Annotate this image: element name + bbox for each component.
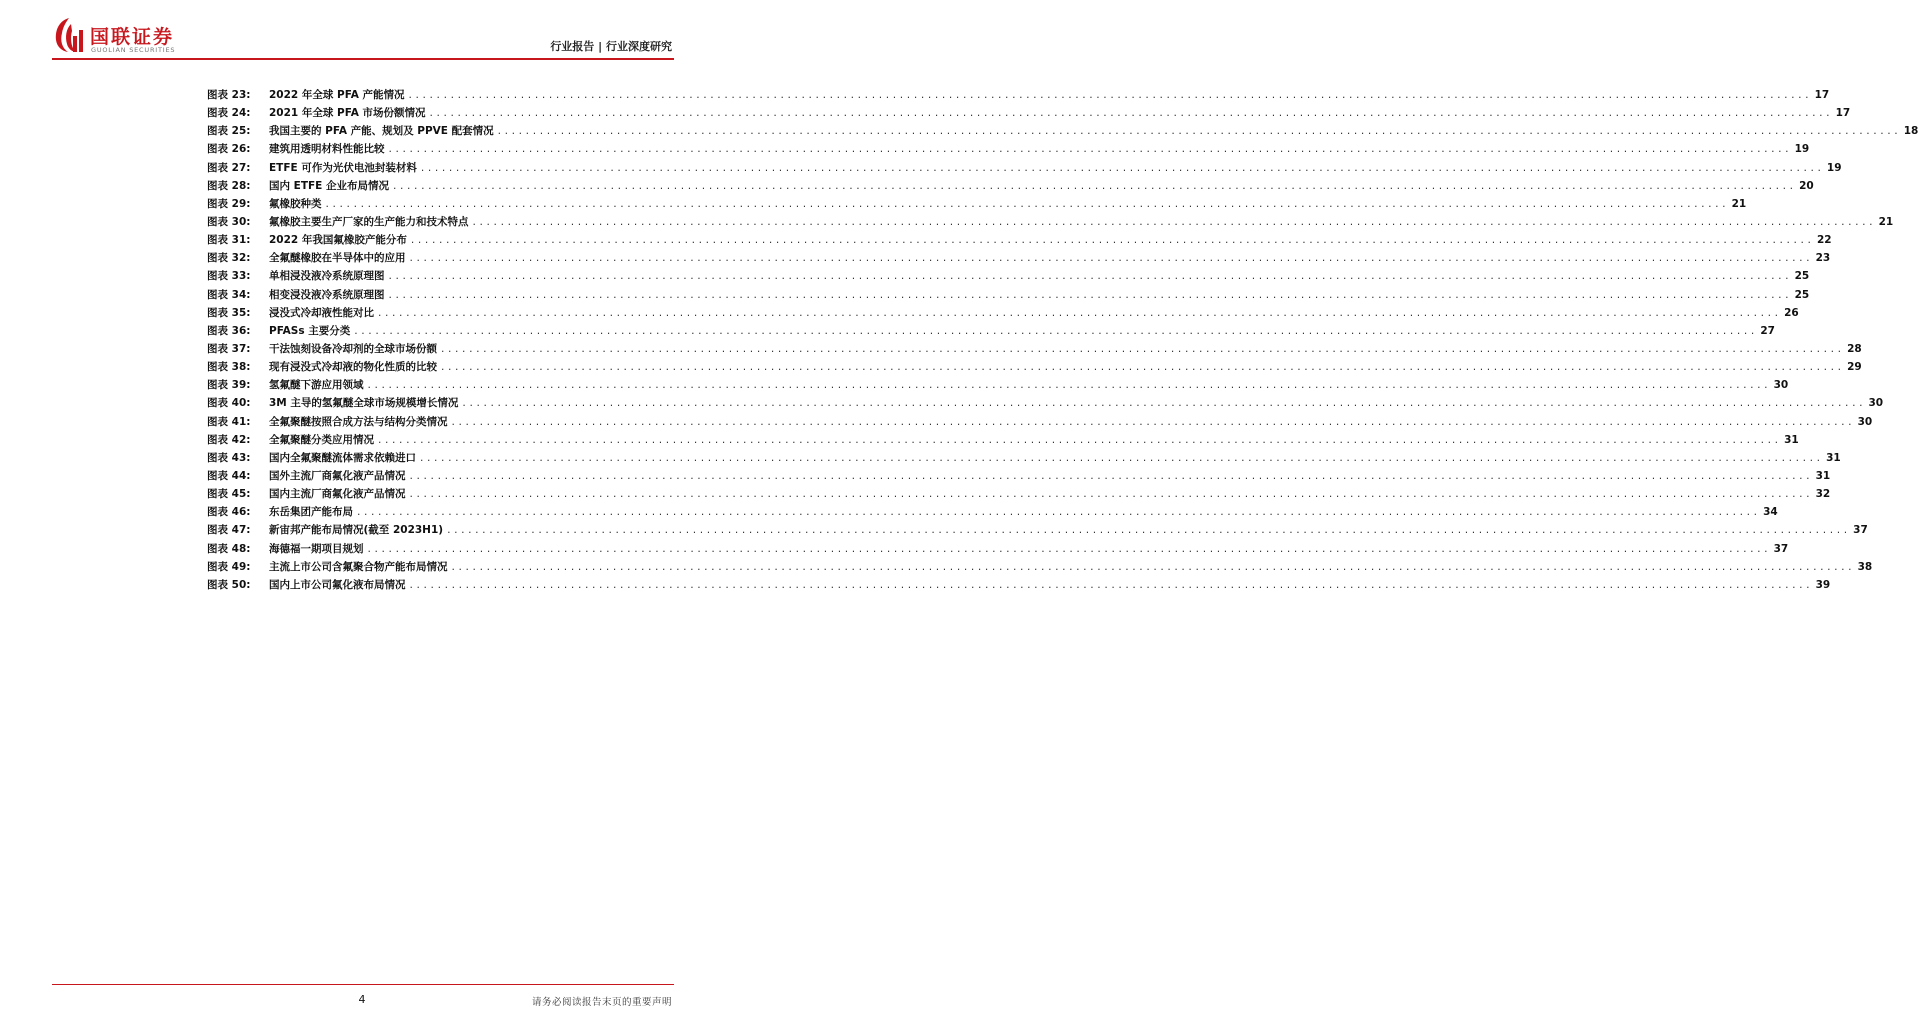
toc-figure-label: 图表 44: bbox=[207, 469, 251, 482]
toc-leader-dots: ........................................................................................................................................................................................................ bbox=[471, 217, 1876, 228]
toc-page-number: 30 bbox=[1857, 415, 1873, 428]
toc-entry[interactable] bbox=[207, 414, 1873, 432]
toc-figure-label: 图表 36: bbox=[207, 324, 251, 337]
toc-leader-dots: ........................................................................................................................................................................................................ bbox=[440, 344, 1844, 355]
toc-page-number: 20 bbox=[1799, 179, 1814, 192]
toc-leader-dots: ........................................................................................................................................................................................................ bbox=[366, 544, 1771, 555]
toc-entry[interactable] bbox=[207, 232, 1832, 250]
toc-leader-dots: ........................................................................................................................................................................................................ bbox=[496, 127, 1901, 138]
toc-figure-title: 氟橡胶主要生产厂家的生产能力和技术特点 bbox=[269, 215, 469, 228]
toc-entry[interactable] bbox=[207, 268, 1810, 286]
toc-entry[interactable] bbox=[207, 87, 1830, 105]
toc-entry[interactable] bbox=[207, 196, 1747, 214]
toc-leader-dots: ........................................................................................................................................................................................................ bbox=[392, 181, 1796, 192]
toc-figure-label: 图表 23: bbox=[207, 89, 251, 101]
toc-entry[interactable] bbox=[207, 305, 1799, 323]
page-header bbox=[0, 0, 724, 62]
toc-figure-label: 图表 42: bbox=[207, 433, 251, 446]
toc-leader-dots: ........................................................................................................................................................................................................ bbox=[408, 471, 1813, 482]
toc-page-number: 27 bbox=[1760, 324, 1775, 337]
toc-leader-dots: ........................................................................................................................................................................................................ bbox=[461, 399, 1866, 410]
toc-figure-title: 2022 年全球 PFA 产能情况 bbox=[269, 89, 405, 101]
toc-figure-title: 氟橡胶种类 bbox=[269, 197, 322, 210]
toc-page-number: 19 bbox=[1826, 161, 1842, 174]
toc-entry[interactable] bbox=[207, 287, 1810, 305]
toc-page-number: 30 bbox=[1773, 379, 1789, 392]
toc-leader-dots: ........................................................................................................................................................................................................ bbox=[419, 163, 1824, 174]
toc-leader-dots: ........................................................................................................................................................................................................ bbox=[419, 453, 1823, 464]
toc-entry[interactable] bbox=[207, 395, 1884, 413]
toc-figure-title: 2022 年我国氟橡胶产能分布 bbox=[269, 234, 407, 247]
toc-leader-dots: ........................................................................................................................................................................................................ bbox=[450, 417, 1855, 428]
logo-chinese-name: 国联证券 bbox=[90, 26, 175, 48]
toc-figure-title: 国内全氟聚醚流体需求依赖进口 bbox=[269, 451, 416, 464]
toc-figure-label: 图表 30: bbox=[207, 215, 251, 228]
toc-page-number: 17 bbox=[1814, 89, 1830, 101]
toc-leader-dots: ........................................................................................................................................................................................................ bbox=[387, 145, 1792, 156]
page-number: 4 bbox=[358, 993, 366, 1006]
toc-leader-dots: ........................................................................................................................................................................................................ bbox=[440, 363, 1844, 374]
toc-page-number: 26 bbox=[1784, 306, 1799, 319]
toc-figure-label: 图表 50: bbox=[207, 578, 251, 591]
toc-figure-title: 全氟醚橡胶在半导体中的应用 bbox=[269, 252, 406, 265]
toc-page-number: 21 bbox=[1731, 197, 1747, 210]
toc-figure-label: 图表 49: bbox=[207, 560, 251, 573]
toc-leader-dots: ........................................................................................................................................................................................................ bbox=[366, 381, 1771, 392]
toc-entry[interactable] bbox=[207, 450, 1841, 468]
toc-figure-title: 国内上市公司氟化液布局情况 bbox=[269, 578, 406, 591]
toc-figure-label: 图表 32: bbox=[207, 252, 251, 265]
toc-leader-dots: ........................................................................................................................................................................................................ bbox=[387, 272, 1792, 283]
toc-page-number: 38 bbox=[1857, 560, 1873, 573]
toc-figure-label: 图表 43: bbox=[207, 451, 251, 464]
toc-entry[interactable] bbox=[207, 105, 1851, 123]
toc-page-number: 39 bbox=[1815, 578, 1831, 591]
logo-mark-icon bbox=[52, 16, 86, 54]
toc-figure-title: 2021 年全球 PFA 市场份额情况 bbox=[269, 107, 426, 120]
toc-figure-title: PFASs 主要分类 bbox=[269, 324, 351, 337]
toc-entry[interactable] bbox=[207, 178, 1814, 196]
toc-figure-label: 图表 25: bbox=[207, 125, 251, 138]
toc-figure-title: 浸没式冷却液性能对比 bbox=[269, 306, 374, 319]
toc-figure-title: 现有浸没式冷却液的物化性质的比较 bbox=[269, 361, 437, 374]
toc-figure-title: 相变浸没液冷系统原理图 bbox=[269, 288, 385, 301]
toc-leader-dots: ........................................................................................................................................................................................................ bbox=[408, 490, 1813, 501]
toc-figure-label: 图表 28: bbox=[207, 179, 251, 192]
toc-page-number: 25 bbox=[1794, 270, 1810, 283]
toc-figure-title: 全氟聚醚分类应用情况 bbox=[269, 433, 374, 446]
toc-figure-title: 干法蚀刻设备冷却剂的全球市场份额 bbox=[269, 342, 437, 355]
toc-figure-title: 主流上市公司含氟聚合物产能布局情况 bbox=[269, 560, 448, 573]
toc-figure-title: 海德福一期项目规划 bbox=[269, 542, 364, 555]
toc-figure-title: 新宙邦产能布局情况(截至 2023H1) bbox=[269, 524, 444, 537]
toc-page-number: 17 bbox=[1835, 107, 1851, 120]
toc-page-number: 29 bbox=[1847, 361, 1862, 374]
toc-entry[interactable] bbox=[207, 541, 1789, 559]
toc-entry[interactable] bbox=[207, 359, 1862, 377]
toc-leader-dots: ........................................................................................................................................................................................................ bbox=[356, 508, 1760, 519]
toc-figure-title: 国内 ETFE 企业布局情况 bbox=[269, 179, 389, 192]
figure-list bbox=[207, 87, 1918, 595]
toc-page-number: 28 bbox=[1847, 342, 1862, 355]
toc-page-number: 30 bbox=[1868, 397, 1884, 410]
toc-figure-title: 国外主流厂商氟化液产品情况 bbox=[269, 469, 406, 482]
toc-figure-label: 图表 26: bbox=[207, 143, 251, 156]
toc-page-number: 19 bbox=[1794, 143, 1810, 156]
toc-leader-dots: ........................................................................................................................................................................................................ bbox=[407, 91, 1812, 101]
toc-figure-label: 图表 39: bbox=[207, 379, 251, 392]
report-type: 行业报告 | 行业深度研究 bbox=[550, 40, 672, 53]
toc-entry[interactable] bbox=[207, 214, 1894, 232]
toc-entry[interactable] bbox=[207, 504, 1778, 522]
toc-page-number: 31 bbox=[1826, 451, 1841, 464]
toc-leader-dots: ........................................................................................................................................................................................................ bbox=[353, 326, 1757, 337]
toc-figure-label: 图表 29: bbox=[207, 197, 251, 210]
header-divider bbox=[52, 58, 674, 60]
toc-entry[interactable] bbox=[207, 323, 1775, 341]
toc-page-number: 18 bbox=[1903, 125, 1918, 138]
toc-entry[interactable] bbox=[207, 250, 1831, 268]
toc-figure-title: 国内主流厂商氟化液产品情况 bbox=[269, 488, 406, 501]
toc-page-number: 31 bbox=[1784, 433, 1799, 446]
toc-entry[interactable] bbox=[207, 341, 1862, 359]
toc-leader-dots: ........................................................................................................................................................................................................ bbox=[446, 526, 1850, 537]
footer-divider bbox=[52, 984, 674, 985]
toc-figure-label: 图表 31: bbox=[207, 234, 251, 247]
toc-leader-dots: ........................................................................................................................................................................................................ bbox=[377, 435, 1781, 446]
toc-leader-dots: ........................................................................................................................................................................................................ bbox=[408, 254, 1813, 265]
toc-page-number: 37 bbox=[1773, 542, 1789, 555]
toc-figure-label: 图表 33: bbox=[207, 270, 251, 283]
company-logo bbox=[52, 16, 192, 58]
toc-figure-label: 图表 24: bbox=[207, 107, 251, 120]
toc-figure-title: 单相浸没液冷系统原理图 bbox=[269, 270, 385, 283]
toc-figure-label: 图表 27: bbox=[207, 161, 251, 174]
toc-entry[interactable] bbox=[207, 123, 1918, 141]
toc-figure-label: 图表 45: bbox=[207, 488, 251, 501]
toc-figure-label: 图表 40: bbox=[207, 397, 251, 410]
toc-entry[interactable] bbox=[207, 577, 1831, 595]
toc-figure-label: 图表 34: bbox=[207, 288, 251, 301]
toc-page-number: 34 bbox=[1763, 506, 1778, 519]
toc-leader-dots: ........................................................................................................................................................................................................ bbox=[324, 199, 1729, 210]
toc-page-number: 25 bbox=[1794, 288, 1810, 301]
toc-leader-dots: ........................................................................................................................................................................................................ bbox=[450, 562, 1855, 573]
toc-figure-title: 建筑用透明材料性能比较 bbox=[269, 143, 385, 156]
logo-english-name: GUOLIAN SECURITIES bbox=[91, 46, 176, 54]
toc-page-number: 31 bbox=[1815, 469, 1831, 482]
toc-figure-title: 3M 主导的氢氟醚全球市场规模增长情况 bbox=[269, 397, 459, 410]
toc-figure-title: ETFE 可作为光伏电池封装材料 bbox=[269, 161, 417, 174]
toc-leader-dots: ........................................................................................................................................................................................................ bbox=[408, 580, 1813, 591]
toc-leader-dots: ........................................................................................................................................................................................................ bbox=[409, 236, 1814, 247]
toc-figure-title: 我国主要的 PFA 产能、规划及 PPVE 配套情况 bbox=[269, 125, 494, 138]
toc-figure-label: 图表 48: bbox=[207, 542, 251, 555]
toc-figure-label: 图表 37: bbox=[207, 342, 251, 355]
toc-leader-dots: ........................................................................................................................................................................................................ bbox=[428, 109, 1833, 120]
toc-figure-label: 图表 46: bbox=[207, 506, 251, 519]
toc-page-number: 22 bbox=[1816, 234, 1832, 247]
toc-entry[interactable] bbox=[207, 468, 1831, 486]
toc-figure-label: 图表 38: bbox=[207, 361, 251, 374]
toc-leader-dots: ........................................................................................................................................................................................................ bbox=[377, 308, 1781, 319]
toc-entry[interactable] bbox=[207, 141, 1810, 159]
toc-figure-label: 图表 35: bbox=[207, 306, 251, 319]
toc-entry[interactable] bbox=[207, 522, 1868, 540]
toc-figure-label: 图表 47: bbox=[207, 524, 251, 537]
toc-entry[interactable] bbox=[207, 486, 1831, 504]
toc-page-number: 21 bbox=[1878, 215, 1894, 228]
toc-page-number: 37 bbox=[1853, 524, 1868, 537]
toc-figure-title: 全氟聚醚按照合成方法与结构分类情况 bbox=[269, 415, 448, 428]
toc-page-number: 32 bbox=[1815, 488, 1831, 501]
toc-entry[interactable] bbox=[207, 377, 1789, 395]
toc-page-number: 23 bbox=[1815, 252, 1831, 265]
toc-entry[interactable] bbox=[207, 432, 1799, 450]
toc-figure-label: 图表 41: bbox=[207, 415, 251, 428]
toc-figure-title: 东岳集团产能布局 bbox=[269, 506, 353, 519]
toc-entry[interactable] bbox=[207, 160, 1842, 178]
toc-leader-dots: ........................................................................................................................................................................................................ bbox=[387, 290, 1792, 301]
toc-figure-title: 氢氟醚下游应用领域 bbox=[269, 379, 364, 392]
disclaimer: 请务必阅读报告末页的重要声明 bbox=[531, 997, 672, 1008]
toc-entry[interactable] bbox=[207, 559, 1873, 577]
